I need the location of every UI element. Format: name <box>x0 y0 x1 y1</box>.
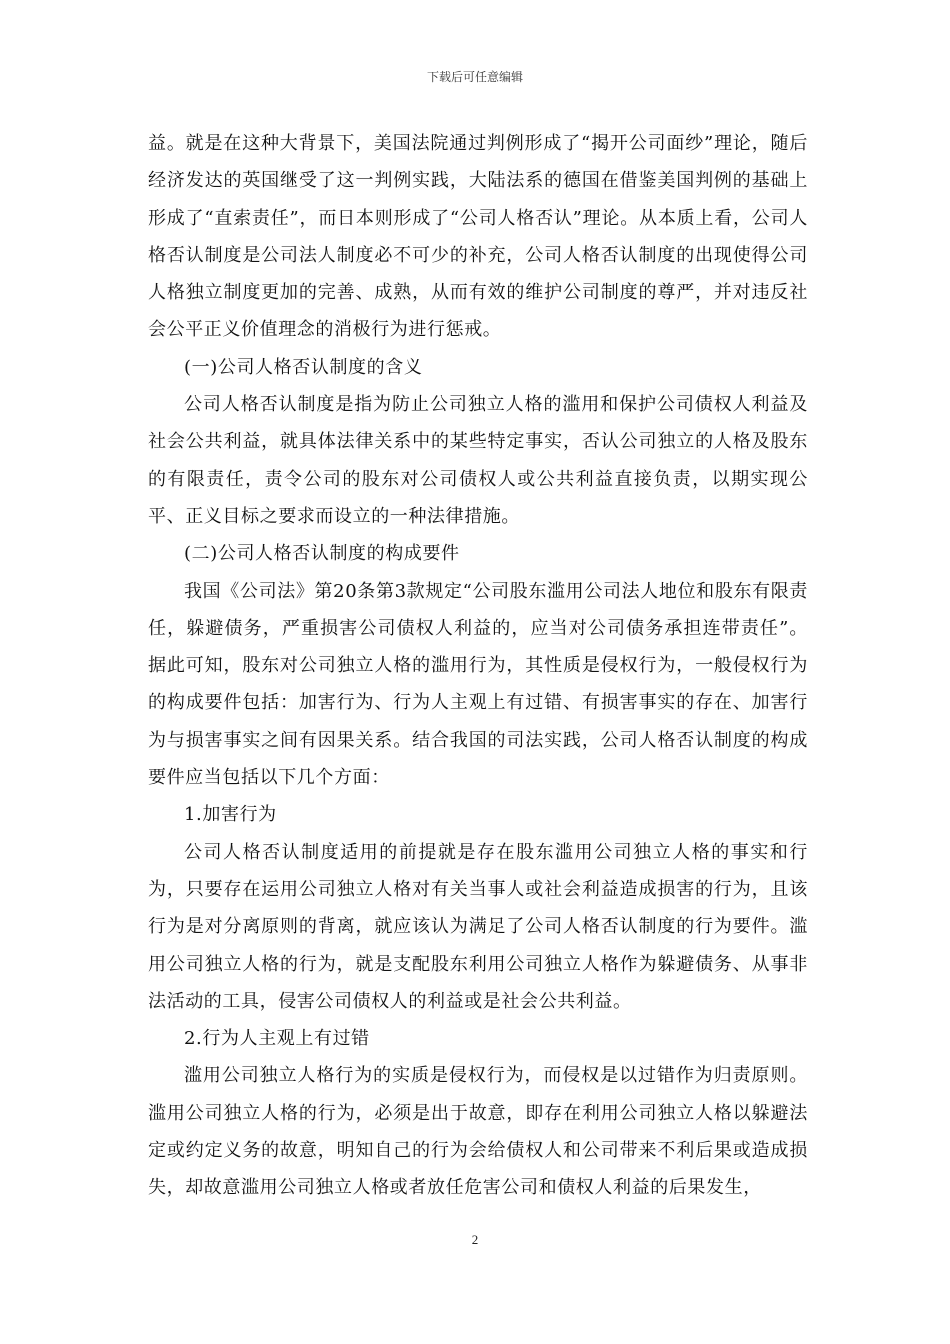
subsection-heading: 1.加害行为 <box>184 804 277 826</box>
paragraph: 公司人格否认制度是指为防止公司独立人格的滥用和保护公司债权人利益及社会公共利益，就具体法律关系中的某些特定事实，否认公司独立的人格及股东的有限责任，责令公司的股东对公司债权人或公共利益直接负责，以期实现公平、正义目标之要求而设立的一种法律措施。 <box>148 394 808 527</box>
paragraph: 益。就是在这种大背景下，美国法院通过判例形成了“揭开公司面纱”理论，随后经济发达的英国继受了这一判例实践，大陆法系的德国在借鉴美国判例的基础上形成了“直索责任”，而日本则形成了“公司人格否认”理论。从本质上看，公司人格否认制度是公司法人制度必不可少的补充，公司人格否认制度的出现使得公司人格独立制度更加的完善、成熟，从而有效的维护公司制度的尊严，并对违反社会公平正义价值理念的消极行为进行惩戒。 <box>148 133 808 341</box>
paragraph: 我国《公司法》第20条第3款规定“公司股东滥用公司法人地位和股东有限责任，躲避债务，严重损害公司债权人利益的，应当对公司债务承担连带责任”。据此可知，股东对公司独立人格的滥用行为，其性质是侵权行为，一般侵权行为的构成要件包括：加害行为、行为人主观上有过错、有损害事实的存在、加害行为与损害事实之间有因果关系。结合我国的司法实践，公司人格否认制度的构成要件应当包括以下几个方面： <box>148 580 808 789</box>
paragraph: 公司人格否认制度适用的前提就是存在股东滥用公司独立人格的事实和行为，只要存在运用公司独立人格对有关当事人或社会利益造成损害的行为，且该行为是对分离原则的背离，就应该认为满足了公司人格否认制度的行为要件。滥用公司独立人格的行为，就是支配股东利用公司独立人格作为躲避债务、从事非法活动的工具，侵害公司债权人的利益或是社会公共利益。 <box>148 841 808 1012</box>
paragraph: 滥用公司独立人格行为的实质是侵权行为，而侵权是以过错作为归责原则。滥用公司独立人格的行为，必须是出于故意，即存在利用公司独立人格以躲避法定或约定义务的故意，明知自己的行为会给债权人和公司带来不利后果或造成损失，却故意滥用公司独立人格或者放任危害公司和债权人利益的后果发生， <box>148 1065 808 1199</box>
page-number: 2 <box>471 1232 479 1247</box>
section-heading: (二)公司人格否认制度的构成要件 <box>184 543 460 565</box>
page-header: 下载后可任意编辑 <box>426 70 523 84</box>
section-heading: (一)公司人格否认制度的含义 <box>184 356 423 378</box>
subsection-heading: 2.行为人主观上有过错 <box>184 1028 370 1050</box>
document-body <box>148 125 808 1207</box>
